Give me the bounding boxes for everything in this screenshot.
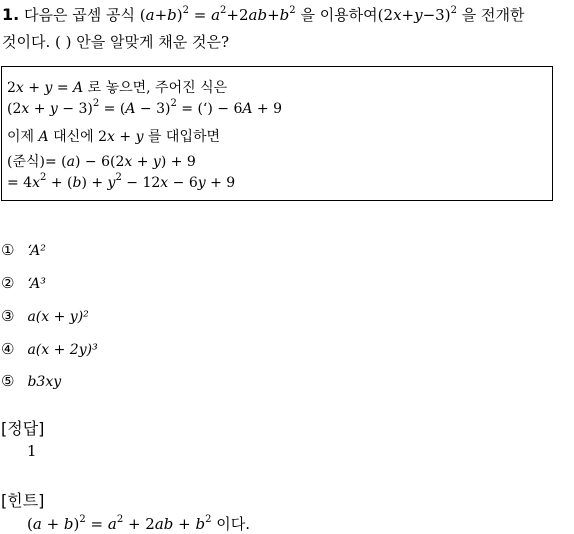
choice-3[interactable]	[1, 307, 89, 325]
choice-3-mark: ③	[1, 307, 15, 325]
choice-5-text: b3xy	[27, 374, 62, 390]
choice-4-mark: ④	[1, 340, 15, 358]
box-line-1-text: 로 놓으면, 주어진 식은	[87, 80, 228, 96]
choice-1-text: ‘A²	[27, 243, 46, 259]
answer-value: 1	[27, 442, 37, 460]
question-line-1	[2, 4, 524, 25]
formula-square: $(a+b)^2 = a^2+2ab+b^2$	[139, 5, 296, 24]
box-line-5: = $4x^2 + (b) + y^2 - 12x - 6y + 9$	[7, 172, 236, 191]
box-line-3-text-2: 대신에	[53, 129, 94, 145]
choice-2-text: ‘A³	[27, 276, 46, 292]
choice-4[interactable]	[1, 340, 98, 358]
hint-text: $(a + b)^2 = a^2 + 2ab + b^2$ 이다.	[27, 514, 251, 533]
question-line-2: 것이다. ( ) 안을 알맞게 채운 것은?	[2, 33, 230, 51]
question-text-1: 다음은 곱셈 공식	[24, 6, 135, 24]
box-line-1: 2x + y = A 로 놓으면, 주어진 식은	[7, 80, 228, 96]
box-line-3-text-1: 이제	[7, 129, 35, 145]
box-line-3: 이제 A 대신에 2x + y 를 대입하면	[7, 129, 221, 145]
box-line-4: (준식)= (a) − 6(2x + y) + 9	[7, 154, 196, 170]
choice-5[interactable]	[1, 372, 61, 390]
box-line-3-text-3: 를 대입하면	[147, 129, 221, 145]
answer-label: [정답]	[1, 419, 45, 438]
choice-3-text: a(x + y)²	[27, 309, 89, 325]
box-line-4-prefix: (준식)	[7, 154, 45, 170]
choice-5-mark: ⑤	[1, 372, 15, 390]
choice-1-mark: ①	[1, 241, 15, 259]
choice-1[interactable]	[1, 241, 46, 259]
question-text-3: 을 전개한	[461, 6, 525, 24]
question-number: 1.	[2, 5, 20, 24]
hint-suffix: 이다.	[216, 515, 251, 533]
question-text-2: 을 이용하여	[300, 6, 378, 24]
choice-2[interactable]	[1, 274, 46, 292]
formula-expand: $(2x+y-3)^2$	[377, 5, 457, 24]
hint-label: [힌트]	[1, 491, 45, 510]
choice-4-text: a(x + 2y)³	[27, 342, 98, 358]
box-line-2: $(2x + y - 3)^2 = (A - 3)^2$ = (‘) − 6A + 9	[7, 98, 283, 117]
solution-box	[1, 66, 553, 201]
choice-2-mark: ②	[1, 274, 15, 292]
